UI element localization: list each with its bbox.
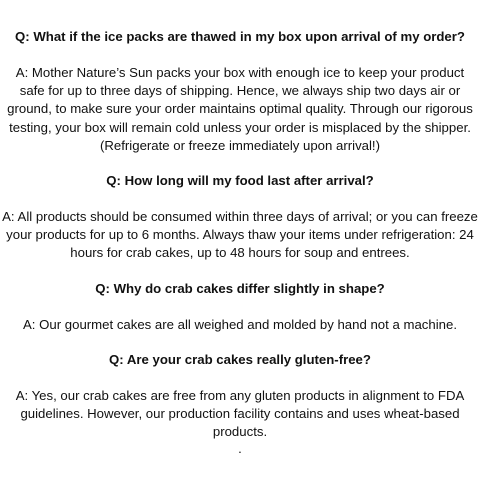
faq-item-crab-cake-shape <box>2 280 478 334</box>
faq-item-food-shelf-life <box>2 172 478 263</box>
faq-answer: A: All products should be consumed within three days of arrival; or you can freeze your products for up to 6 months. Always thaw your items under refrigeration: 24 hours for crab cakes, up to 48 hours for soup and entrees. <box>2 209 478 261</box>
faq-question: Q: How long will my food last after arrival? <box>106 173 374 189</box>
faq-answer: A: Yes, our crab cakes are free from any gluten products in alignment to FDA guidelines. However, our production facility contains and uses wheat-based products. <box>15 387 465 440</box>
faq-answer: A: Our gourmet cakes are all weighed and molded by hand not a machine. <box>23 316 457 332</box>
trailing-period: . <box>238 441 242 457</box>
faq-question: Q: Are your crab cakes really gluten-free? <box>109 351 371 367</box>
faq-item-ice-packs <box>2 28 478 155</box>
faq-question: Q: Why do crab cakes differ slightly in shape? <box>95 280 385 296</box>
faq-question: Q: What if the ice packs are thawed in my box upon arrival of my order? <box>15 29 465 44</box>
faq-answer: A: Mother Nature’s Sun packs your box with enough ice to keep your product safe for up to three days of shipping. Hence, we always ship two days air or ground, to make sure your order maintains optimal quality. Through our rigorous testing, your box will remain cold unless your order is misplaced by the shipper. (Refrigerate or freeze immediately upon arrival!) <box>7 65 473 153</box>
faq-item-gluten-free <box>2 351 478 442</box>
